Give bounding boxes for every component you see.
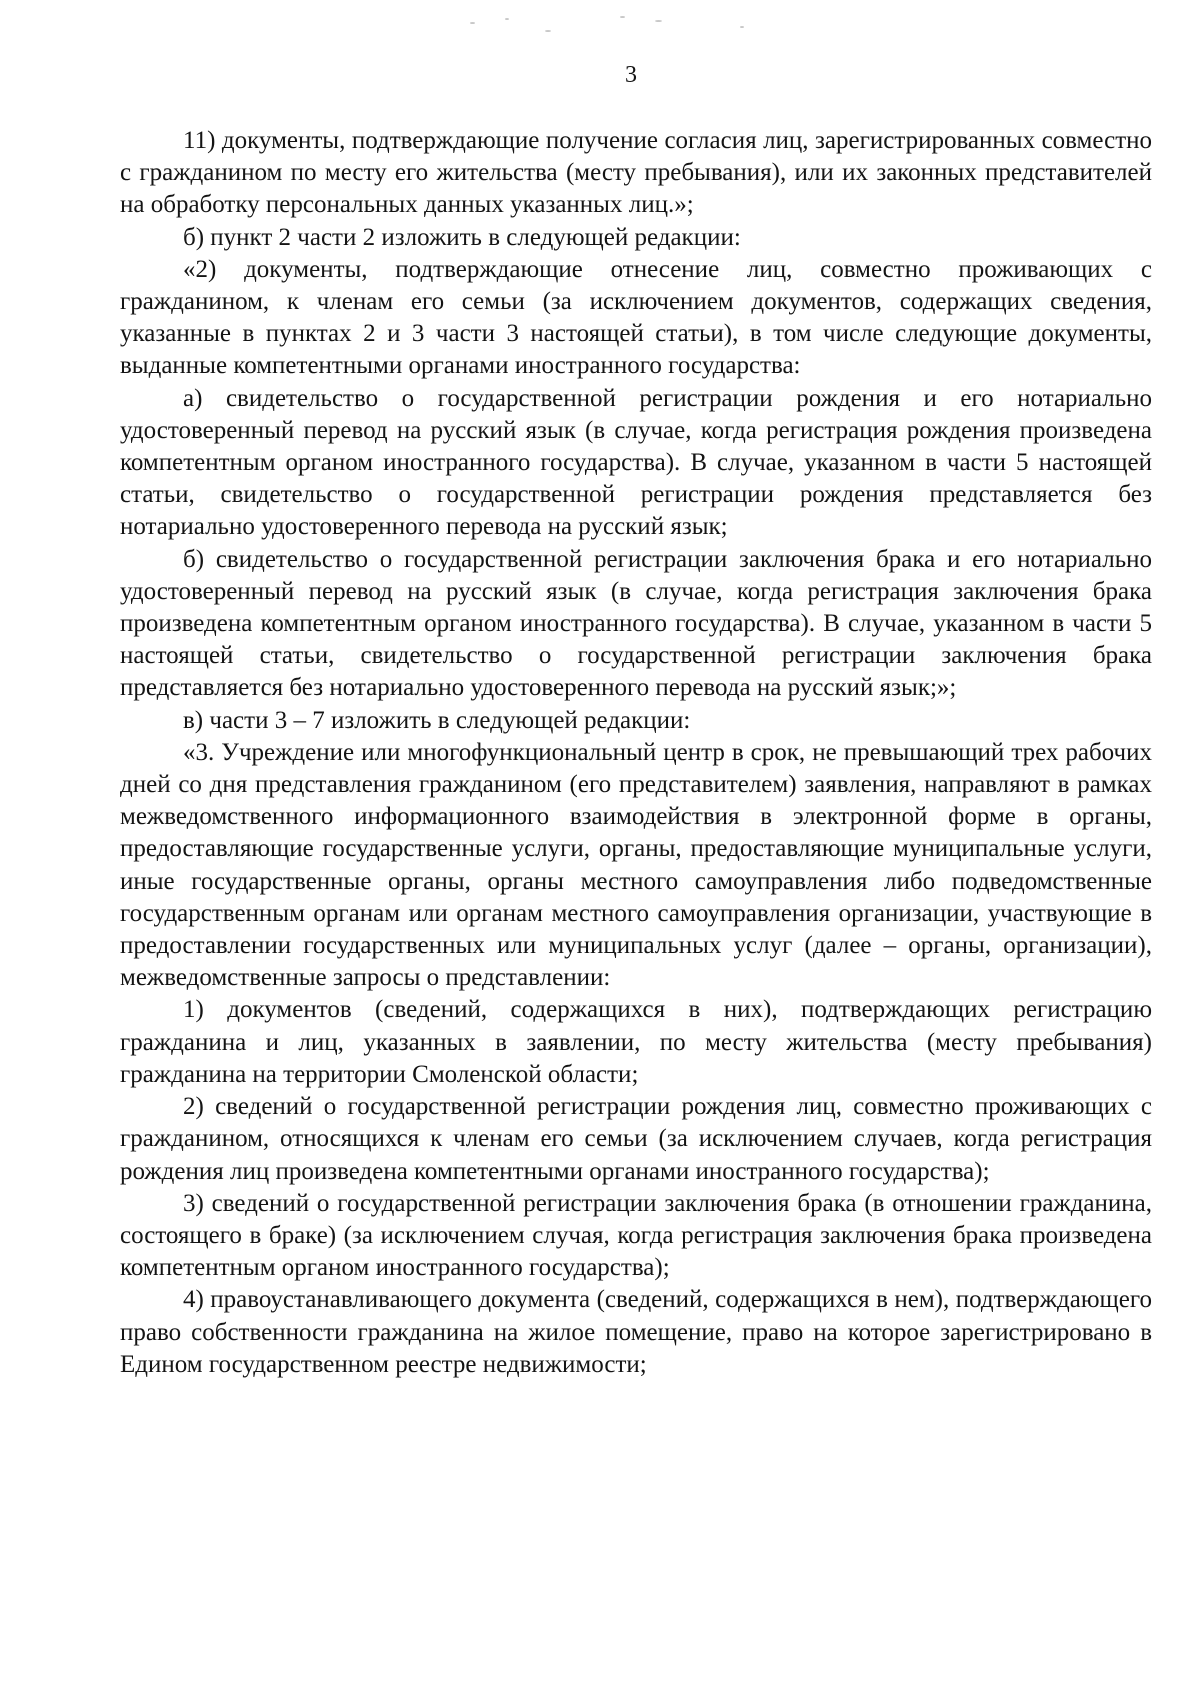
paragraph: 11) документы, подтверждающие получение согласия лиц, зарегистрированных совместно с гражданином по месту его жительства (месту пребывания), или их законных представителей на обработку персональных данных указанных лиц.»;: [120, 127, 1152, 219]
scan-speck: [740, 26, 744, 28]
paragraph: б) свидетельство о государственной регистрации заключения брака и его нотариально удостоверенный перевод на русский язык (в случае, когда регистрация заключения брака произведена компетентным органом иностранного государства). В случае, указанном в части 5 настоящей статьи, свидетельство о государственной регистрации заключения брака представляется без нотариально удостоверенного перевода на русский язык;»;: [120, 545, 1152, 702]
paragraph: б) пункт 2 части 2 изложить в следующей редакции:: [183, 223, 741, 251]
scan-speck: [505, 18, 509, 20]
page-number: 3: [625, 62, 637, 88]
paragraph: 2) сведений о государственной регистрации рождения лиц, совместно проживающих с гражданином, относящихся к членам его семьи (за исключением случаев, когда регистрация рождения лиц произведена компетентными органами иностранного государства);: [120, 1093, 1152, 1185]
paragraph: «3. Учреждение или многофункциональный центр в срок, не превышающий трех рабочих дней со дня представления гражданином (его представителем) заявления, направляют в рамках межведомственного информационного взаимодействия в электронной форме в органы, предоставляющие государственные услуги, органы, предоставляющие муниципальные услуги, иные государственные органы, органы местного самоуправления либо подведомственные государственным органам или органам местного самоуправления организации, участвующие в предоставлении государственных или муниципальных услуг (далее – органы, организации), межведомственные запросы о представлении:: [120, 738, 1152, 992]
scan-speck: [620, 16, 625, 18]
paragraph: «2) документы, подтверждающие отнесение лиц, совместно проживающих с гражданином, к членам его семьи (за исключением документов, содержащих сведения, указанные в пунктах 2 и 3 части 3 настоящей статьи), в том числе следующие документы, выданные компетентными органами иностранного государства:: [120, 255, 1152, 380]
scan-speck: [545, 30, 551, 32]
paragraph: а) свидетельство о государственной регистрации рождения и его нотариально удостоверенный перевод на русский язык (в случае, когда регистрация рождения произведена компетентным органом иностранного государства). В случае, указанном в части 5 настоящей статьи, свидетельство о государственной регистрации рождения представляется без нотариально удостоверенного перевода на русский язык;: [120, 384, 1152, 541]
paragraph: 1) документов (сведений, содержащихся в них), подтверждающих регистрацию гражданина и лиц, указанных в заявлении, по месту жительства (месту пребывания) гражданина на территории Смоленской области;: [120, 996, 1152, 1088]
scan-speck: [655, 20, 662, 22]
paragraph: в) части 3 – 7 изложить в следующей редакции:: [183, 706, 691, 734]
paragraph: 3) сведений о государственной регистрации заключения брака (в отношении гражданина, состоящего в браке) (за исключением случая, когда регистрация заключения брака произведена компетентным органом иностранного государства);: [120, 1189, 1152, 1282]
scan-speck: [470, 22, 475, 24]
document-body: [120, 125, 1152, 1381]
paragraph: 4) правоустанавливающего документа (сведений, содержащихся в нем), подтверждающего право собственности гражданина на жилое помещение, право на которое зарегистрировано в Едином государственном реестре недвижимости;: [120, 1286, 1152, 1378]
